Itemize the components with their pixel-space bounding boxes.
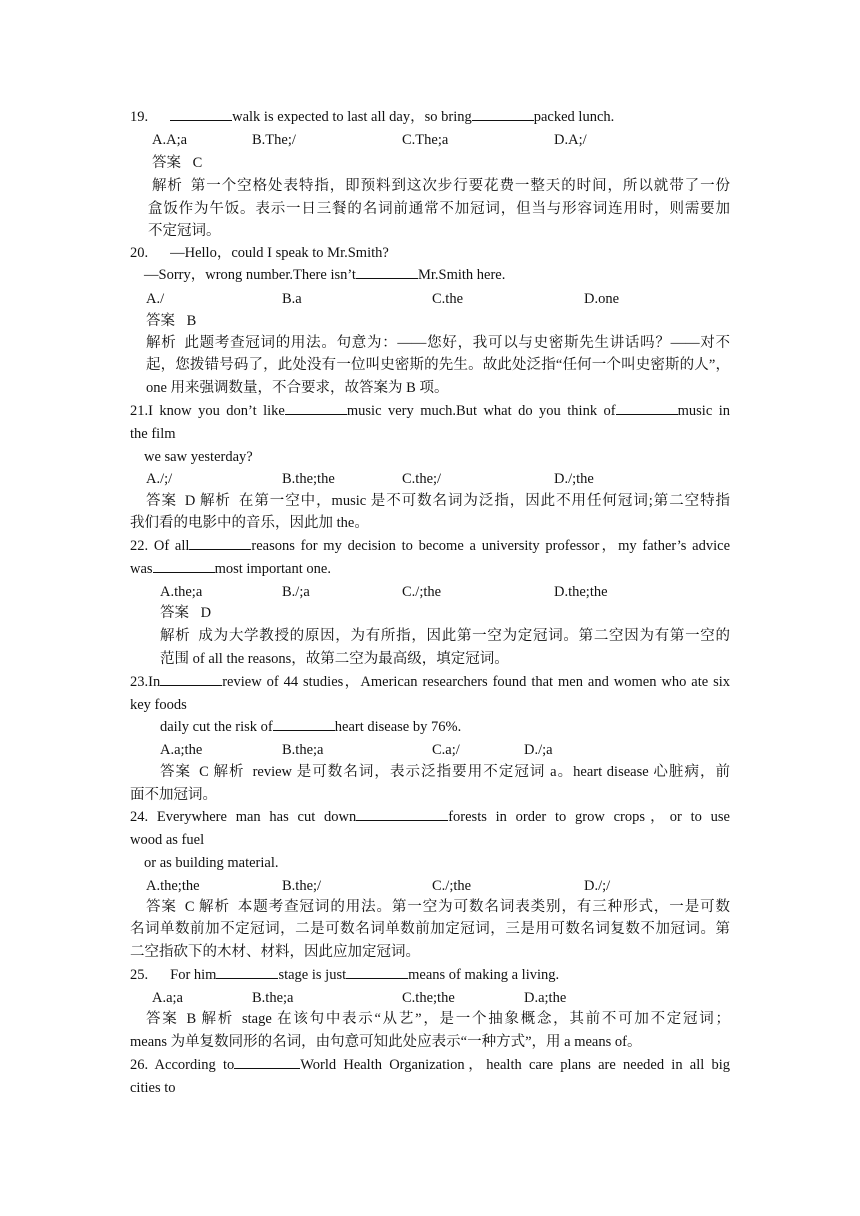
- option-b: B.the;the: [282, 471, 335, 487]
- option-a: A.the;the: [146, 878, 200, 894]
- answer-blank: [189, 537, 251, 550]
- answer-value: C: [184, 899, 195, 915]
- answer-blank: [285, 402, 347, 415]
- option-b: B./;a: [282, 584, 310, 600]
- answer-blank: [356, 266, 418, 279]
- option-a: A.a;the: [160, 742, 203, 758]
- option-a: A./;/: [146, 471, 173, 487]
- answer-value: D: [184, 493, 196, 509]
- analysis-line: 解析 成为大学教授的原因，为有所指，因此第一空为定冠词。第二空因为有第一空的: [160, 628, 731, 644]
- option-a: A.the;a: [160, 584, 203, 600]
- option-b: B.The;/: [252, 132, 296, 148]
- analysis-line: one 用来强调数量，不合要求，故答案为 B 项。: [146, 380, 449, 396]
- answer-line: 答案 D: [160, 605, 212, 621]
- option-a: A./: [146, 291, 165, 307]
- option-c: C.the;/: [402, 471, 442, 487]
- question-24-line3: or as building material.: [144, 855, 279, 871]
- option-d: D./;a: [524, 742, 553, 758]
- option-c: C.the: [432, 291, 464, 307]
- answer-line: 答案 C 解析 review 是可数名词，表示泛指要用不定冠词 a。heart disease 心脏病，前: [160, 764, 731, 780]
- option-b: B.the;a: [282, 742, 324, 758]
- answer-line: 答案 B 解析 stage 在该句中表示“从艺”，是一个抽象概念，其前不可加不定冠词；: [146, 1011, 730, 1027]
- analysis-line: 解析 第一个空格处表特指，即预料到这次步行要花费一整天的时间，所以就带了一份: [152, 178, 731, 194]
- answer-blank: [234, 1056, 300, 1069]
- analysis-line: 二空指砍下的木材、材料，因此应加定冠词。: [130, 944, 420, 960]
- answer-line: 答案 D 解析 在第一空中，music 是不可数名词为泛指，因此不用任何冠词;第二空特指: [146, 493, 731, 509]
- question-24-line2: wood as fuel: [130, 832, 205, 848]
- answer-blank: [356, 808, 448, 821]
- option-a: A.a;a: [152, 990, 183, 1006]
- option-c: C.the;the: [402, 990, 455, 1006]
- answer-blank: [170, 108, 232, 121]
- question-23: 23.In review of 44 studies，American researchers found that men and women who ate six: [130, 674, 730, 690]
- option-b: B.a: [282, 291, 302, 307]
- question-23-line3: daily cut the risk of heart disease by 76%.: [160, 719, 462, 735]
- question-21: 21.I know you don’t like music very much.But what do you think of music in: [130, 403, 731, 419]
- question-26-line2: cities to: [130, 1080, 176, 1096]
- analysis-line: 不定冠词。: [148, 223, 221, 239]
- option-d: D./;/: [584, 878, 611, 894]
- option-c: C./;the: [432, 878, 472, 894]
- analysis-line: 名词单数前加不定冠词，二是可数名词单数前加定冠词，三是用可数名词复数不加冠词。第: [130, 921, 730, 937]
- option-b: B.the;/: [282, 878, 322, 894]
- question-21-line3: we saw yesterday?: [144, 449, 253, 465]
- answer-blank: [616, 402, 678, 415]
- answer-line: 答案 B: [146, 313, 197, 329]
- analysis-line: 起，您拨错号码了，此处没有一位叫史密斯的先生。故此处泛指“任何一个叫史密斯的人”，: [146, 357, 730, 373]
- option-d: D.a;the: [524, 990, 567, 1006]
- answer-blank: [273, 718, 335, 731]
- answer-line: 答案 C 解析 本题考查冠词的用法。第一空为可数名词表类别，有三种形式，一是可数: [146, 899, 731, 915]
- answer-blank: [153, 560, 215, 573]
- option-c: C.The;a: [402, 132, 449, 148]
- question-25: 25. For him stage is just means of making a living.: [130, 967, 560, 983]
- option-d: D.one: [584, 291, 620, 307]
- answer-value: D: [200, 605, 212, 621]
- option-d: D./;the: [554, 471, 594, 487]
- option-d: D.the;the: [554, 584, 608, 600]
- question-22-line2: was most important one.: [130, 561, 331, 577]
- analysis-line: 我们看的电影中的音乐，因此加 the。: [130, 515, 369, 531]
- question-22: 22. Of all reasons for my decision to become a university professor，my father’s advice: [130, 538, 731, 554]
- option-a: A.A;a: [152, 132, 188, 148]
- question-21-line2: the film: [130, 426, 176, 442]
- answer-value: C: [192, 155, 203, 171]
- option-d: D.A;/: [554, 132, 587, 148]
- option-c: C./;the: [402, 584, 442, 600]
- option-c: C.a;/: [432, 742, 460, 758]
- analysis-line: 解析 此题考查冠词的用法。句意为：——您好，我可以与史密斯先生讲话吗？——对不: [146, 335, 731, 351]
- analysis-line: 范围 of all the reasons，故第二空为最高级，填定冠词。: [160, 651, 509, 667]
- analysis-line: means 为单复数同形的名词，由句意可知此处应表示“一种方式”，用 a means of。: [130, 1034, 642, 1050]
- analysis-line: 盒饭作为午饭。表示一日三餐的名词前通常不加冠词，但当与形容词连用时，则需要加: [148, 201, 730, 217]
- question-26: 26. According to World Health Organization，health care plans are needed in all big: [130, 1057, 731, 1073]
- answer-value: B: [186, 1011, 197, 1027]
- answer-value: C: [199, 764, 209, 780]
- answer-blank: [216, 966, 278, 979]
- answer-blank: [346, 966, 408, 979]
- answer-value: B: [186, 313, 197, 329]
- question-23-line2: key foods: [130, 697, 187, 713]
- question-20-line2: —Sorry，wrong number.There isn’t Mr.Smith here.: [144, 267, 506, 283]
- answer-blank: [472, 108, 534, 121]
- question-19: 19. walk is expected to last all day，so bring packed lunch.: [130, 109, 615, 125]
- option-b: B.the;a: [252, 990, 294, 1006]
- question-20: 20. —Hello，could I speak to Mr.Smith?: [130, 245, 389, 261]
- answer-line: 答案 C: [152, 155, 203, 171]
- answer-blank: [160, 673, 222, 686]
- question-24: 24. Everywhere man has cut down forests in order to grow crops，or to use: [130, 809, 730, 825]
- analysis-line: 面不加冠词。: [130, 787, 217, 803]
